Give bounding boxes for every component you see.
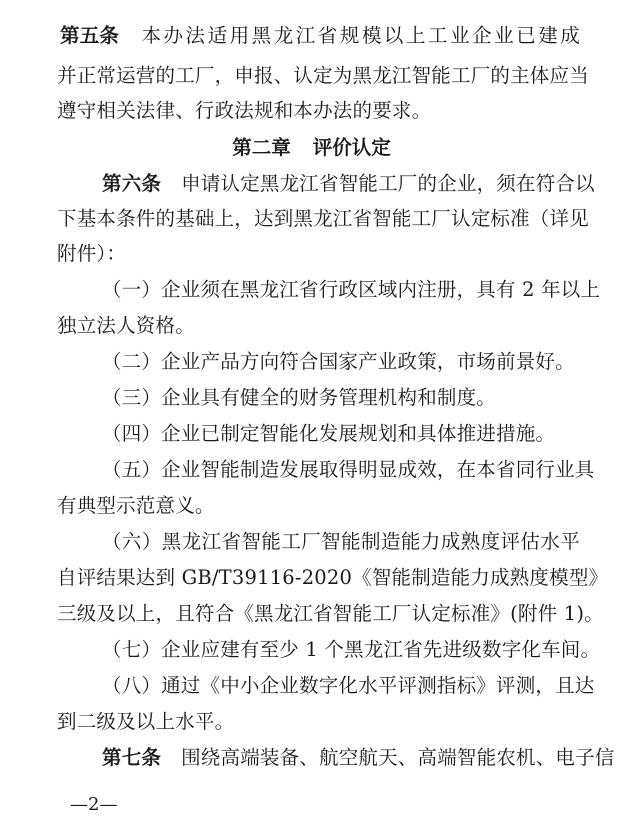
item-2: （二）企业产品方向符合国家产业政策，市场前景好。 [102,350,575,373]
chapter-title: 评价认定 [312,136,391,159]
item-8-line-2: 到二级及以上水平。 [57,710,235,733]
item-8-line-1: （八）通过《中小企业数字化水平评测指标》评测，且达 [102,674,595,697]
item-7: （七）企业应建有至少 1 个黑龙江省先进级数字化车间。 [102,638,601,661]
article-5-label: 第五条 [60,24,120,47]
article-5-line-3: 遵守相关法律、行政法规和本办法的要求。 [57,99,432,122]
article-7-line-1 [102,746,615,770]
chapter-heading [0,136,623,160]
article-6-label: 第六条 [102,172,162,195]
page-number: —2— [70,794,118,815]
article-5-line-1 [60,24,580,48]
item-1-line-2: 独立法人资格。 [57,314,195,337]
article-7-label: 第七条 [102,746,162,769]
item-4: （四）企业已制定智能化发展规划和具体推进措施。 [102,422,556,445]
article-6-text-1: 申请认定黑龙江省智能工厂的企业，须在符合以 [181,172,595,195]
chapter-number: 第二章 [232,136,291,159]
item-3: （三）企业具有健全的财务管理机构和制度。 [102,386,497,409]
item-6-line-3: 三级及以上，且符合《黑龙江省智能工厂认定标准》(附件 1)。 [57,602,604,625]
item-5-line-2: 有典型示范意义。 [57,494,215,517]
article-6-line-1 [102,172,595,196]
article-6-line-2: 下基本条件的基础上，达到黑龙江省智能工厂认定标准（详见 [57,207,589,230]
article-6-line-3: 附件）： [57,242,127,265]
item-6-line-1: （六）黑龙江省智能工厂智能制造能力成熟度评估水平 [102,530,580,553]
article-5-text-1: 本办法适用黑龙江省规模以上工业企业已建成 [139,24,580,47]
article-7-text-1: 围绕高端装备、航空航天、高端智能农机、电子信 [181,746,615,769]
item-6-line-2: 自评结果达到 GB/T39116-2020《智能制造能力成熟度模型》 [57,566,609,589]
article-5-line-2: 并正常运营的工厂，申报、认定为黑龙江智能工厂的主体应当 [57,64,589,87]
item-1-line-1: （一）企业须在黑龙江省行政区域内注册，具有 2 年以上 [102,278,601,301]
item-5-line-1: （五）企业智能制造发展取得明显成效，在本省同行业具 [102,458,595,481]
